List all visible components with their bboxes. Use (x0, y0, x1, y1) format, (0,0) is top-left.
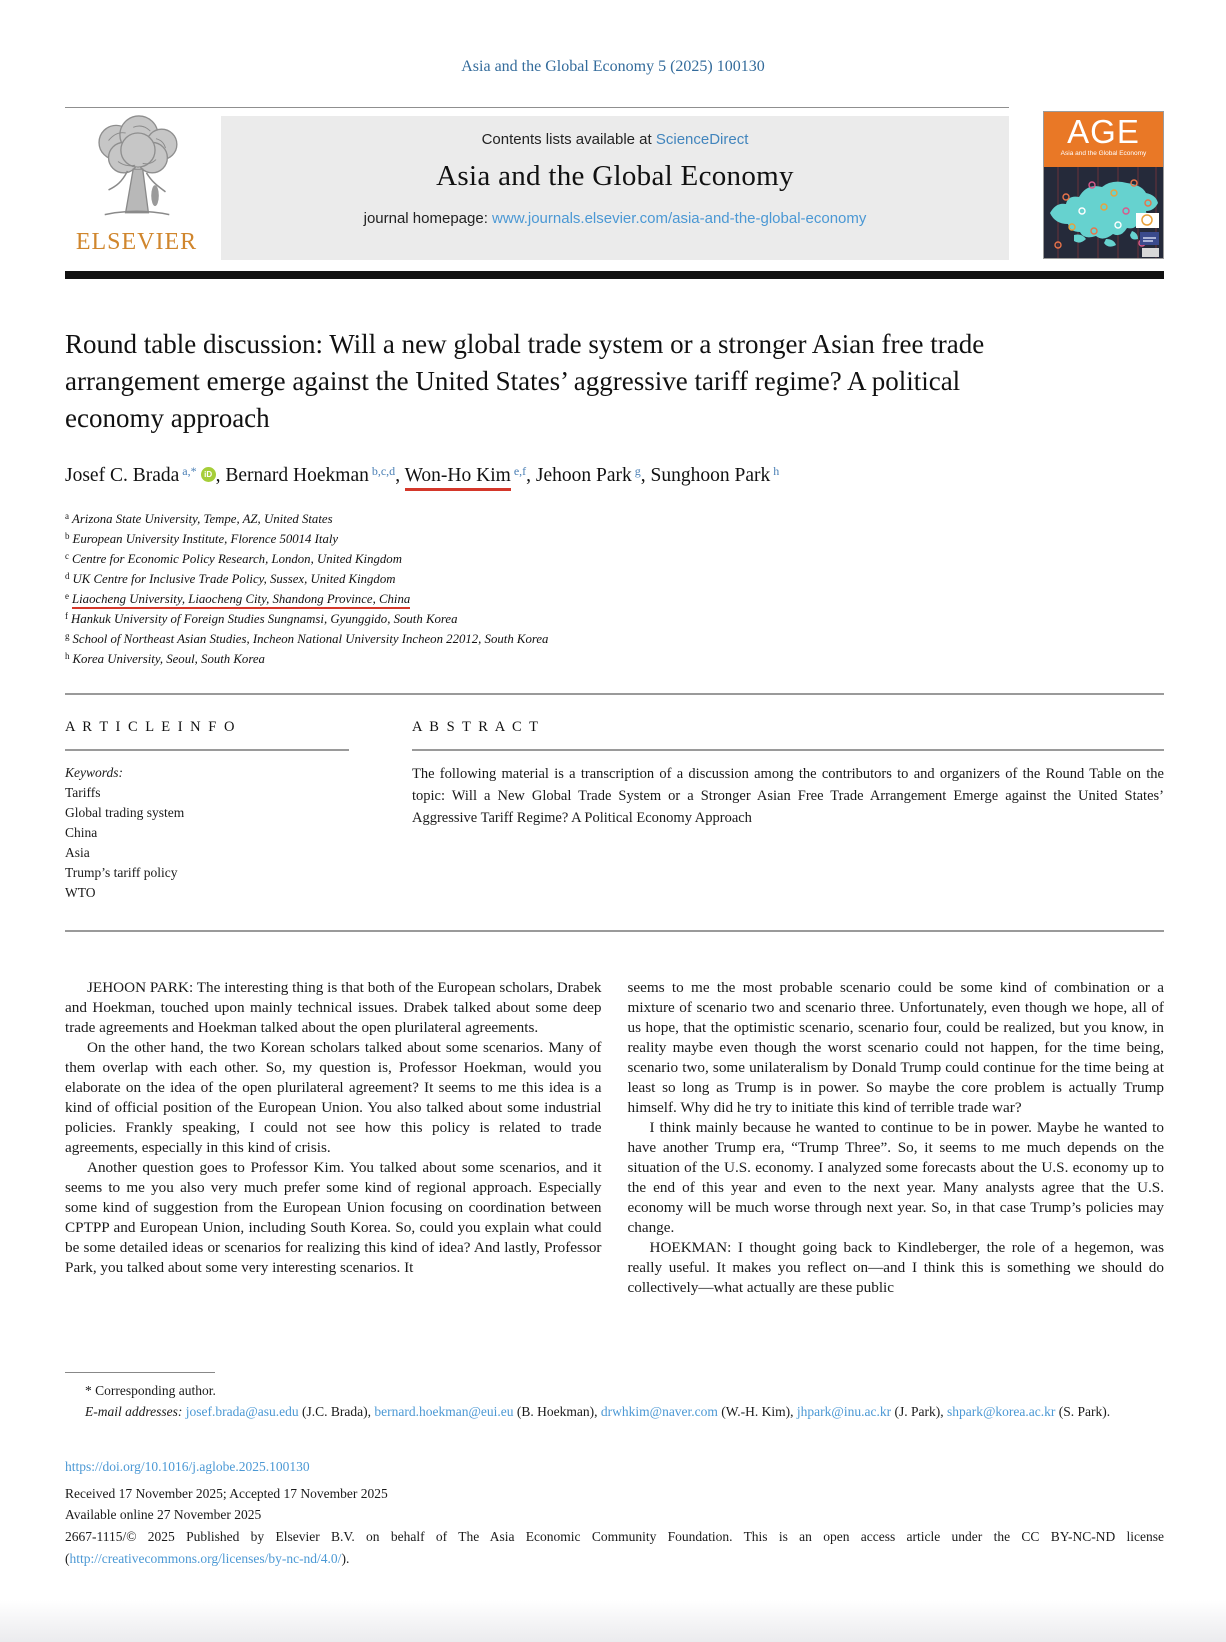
section-rule-top (65, 693, 1164, 695)
corresponding-author-note: * Corresponding author. (85, 1383, 216, 1398)
affiliation-item (65, 608, 1164, 628)
journal-cover-thumbnail[interactable] (1043, 111, 1164, 259)
journal-title: Asia and the Global Economy (436, 160, 794, 192)
author-affiliation-superscript: a,* (182, 464, 197, 478)
elsevier-logo[interactable] (64, 114, 209, 260)
abstract-column (412, 719, 1164, 905)
author-name: Won-Ho Kim (405, 465, 511, 491)
author-name: Jehoon Park (535, 465, 632, 486)
keyword-item: Tariffs (65, 785, 101, 800)
affiliation-text: Centre for Economic Policy Research, London, United Kingdom (72, 552, 402, 566)
footnotes-block (65, 1380, 1164, 1422)
keywords-label: Keywords: (65, 765, 123, 780)
author-name: Sunghoon Park (650, 465, 771, 486)
affiliation-text: UK Centre for Inclusive Trade Policy, Sussex, United Kingdom (72, 572, 396, 586)
author-affiliation-superscript: b,c,d (371, 464, 396, 478)
body-paragraph: I think mainly because he wanted to continue to be in power. Maybe he wanted to have another Trump era, “Trump Three”. So, it seems to me much depends on the situation of the U.S. economy. I analyzed some forecasts about the U.S. economy up to the end of this year and even to the next year. Many analysts agree that the U.S. economy will be much worse through next year. So, in that case Trump’s policies may change. (627, 1119, 1164, 1236)
copyright-text: 2667-1115/© 2025 Published by Elsevier B.V. on behalf of The Asia Economic Community Foundation. This is an open access article under the CC BY-NC-ND license ( (65, 1529, 1164, 1566)
keyword-item: Asia (65, 845, 90, 860)
cover-masthead (1044, 112, 1163, 167)
affiliation-item (65, 528, 1164, 548)
body-paragraph: Another question goes to Professor Kim. You talked about some scenarios, and it seems to me you also very much prefer some kind of regional approach. Especially some kind of suggestion from the European Union focusing on coordination between CPTPP and European Union, including South Korea. So, could you explain what could be some detailed ideas or scenarios for realizing this kind of idea? And lastly, Professor Park, you talked about some very interesting scenarios. It (65, 1159, 602, 1276)
email-link[interactable]: josef.brada@asu.edu (185, 1404, 299, 1419)
affiliation-superscript: e (65, 591, 69, 601)
affiliation-item (65, 568, 1164, 588)
publication-info-block (65, 1456, 1164, 1570)
affiliation-item (65, 588, 1164, 608)
journal-citation: Asia and the Global Economy 5 (2025) 100130 (461, 58, 765, 75)
author-name: Bernard Hoekman (225, 465, 369, 486)
available-online-date: Available online 27 November 2025 (65, 1507, 262, 1522)
email-link[interactable]: shpark@korea.ac.kr (946, 1404, 1056, 1419)
body-column-right (628, 978, 1165, 1298)
asia-map-graphic (1044, 167, 1163, 258)
sciencedirect-link[interactable]: ScienceDirect (655, 131, 749, 148)
affiliation-item (65, 508, 1164, 528)
copyright-notice (65, 1526, 1164, 1570)
email-link[interactable]: jhpark@inu.ac.kr (796, 1404, 892, 1419)
section-rule-bottom (65, 930, 1164, 932)
affiliation-text: Korea University, Seoul, South Korea (72, 652, 265, 666)
body-column-left (65, 978, 602, 1298)
footnote-rule (65, 1372, 215, 1373)
journal-banner (221, 116, 1009, 260)
article-title: Round table discussion: Will a new global trade system or a stronger Asian free trade arrangement emerge against the United States’ aggressive tariff regime? A political economy approach (65, 329, 985, 433)
affiliation-superscript: g (65, 631, 70, 641)
article-info-rule (65, 749, 349, 751)
copyright-close: ). (341, 1551, 350, 1566)
keyword-item: WTO (65, 885, 96, 900)
affiliation-superscript: a (65, 511, 69, 521)
license-link[interactable]: http://creativecommons.org/licenses/by-nc-nd/4.0/ (69, 1551, 342, 1566)
info-abstract-section (65, 719, 1164, 905)
affiliations-list (65, 508, 1164, 668)
article-content (65, 326, 1164, 1298)
keywords-block (65, 763, 349, 903)
body-paragraph: JEHOON PARK: The interesting thing is that both of the European scholars, Drabek and Hoekman, touched upon mainly technical issues. Drabek talked about some deep trade agreements and Hoekman talked about the open plurilateral agreements. (65, 979, 602, 1036)
author-name: Josef C. Brada (65, 465, 180, 486)
keyword-item: Trump’s tariff policy (65, 865, 178, 880)
doi-link[interactable]: https://doi.org/10.1016/j.aglobe.2025.100130 (65, 1459, 310, 1474)
author-affiliation-superscript: h (773, 464, 780, 478)
affiliation-item (65, 548, 1164, 568)
abstract-text: The following material is a transcription of a discussion among the contributors to and organizers of the Round Table on the topic: Will a New Global Trade System or a Stronger Asian Free Trade Arrangement Emerge against the United States’ Aggressive Tariff Regime? A Political Economy Approach (412, 766, 1164, 826)
email-addresses-line: E-mail addresses: josef.brada@asu.edu (J.C. Brada), bernard.hoekman@eui.eu (B. Hoekman), drwhkim@naver.com (W.-H. Kim), jhpark@inu.ac.kr (J. Park), shpark@korea.ac.kr (S. Park). (85, 1404, 1111, 1419)
affiliation-text: Hankuk University of Foreign Studies Sungnamsi, Gyunggido, South Korea (71, 612, 458, 626)
abstract-heading: A B S T R A C T (412, 719, 540, 735)
received-accepted-dates: Received 17 November 2025; Accepted 17 November 2025 (65, 1486, 388, 1501)
homepage-line (221, 210, 1009, 227)
email-link[interactable]: bernard.hoekman@eui.eu (374, 1404, 514, 1419)
affiliation-superscript: d (65, 571, 70, 581)
page-bottom-edge (0, 1600, 1226, 1642)
affiliation-text: Liaocheng University, Liaocheng City, Shandong Province, China (72, 592, 410, 609)
affiliation-item (65, 648, 1164, 668)
journal-homepage-link[interactable]: www.journals.elsevier.com/asia-and-the-global-economy (492, 210, 867, 227)
email-link[interactable]: drwhkim@naver.com (600, 1404, 718, 1419)
keyword-item: China (65, 825, 98, 840)
email-label: E-mail addresses: (85, 1404, 186, 1419)
author-affiliation-superscript: e,f (513, 464, 527, 478)
article-info-column (65, 719, 349, 905)
homepage-label: journal homepage: (363, 210, 493, 227)
keyword-item: Global trading system (65, 805, 185, 820)
affiliation-item (65, 628, 1164, 648)
affiliation-text: Arizona State University, Tempe, AZ, United States (72, 512, 333, 526)
orcid-icon[interactable]: iD (201, 467, 216, 482)
cover-acronym: AGE (1067, 113, 1140, 150)
article-info-heading: A R T I C L E I N F O (65, 719, 237, 735)
elsevier-tree-icon (77, 213, 197, 230)
contents-lists-text: Contents lists available at (481, 131, 656, 148)
header-divider-bar (65, 271, 1164, 279)
cover-subtitle: Asia and the Global Economy (1060, 149, 1147, 157)
affiliation-superscript: c (65, 551, 69, 561)
body-paragraph: On the other hand, the two Korean scholars talked about some scenarios. Many of them overlap with each other. So, my question is, Professor Hoekman, would you elaborate on the idea of the open plurilateral agreement? It seems to me this idea is a kind of official position of the European Union. You also talked about some industrial policies. Frankly speaking, I could not see how this policy is related to trade agreements, especially in this kind of crisis. (65, 1039, 602, 1156)
affiliation-text: European University Institute, Florence 50014 Italy (72, 532, 339, 546)
affiliation-superscript: h (65, 651, 70, 661)
affiliation-text: School of Northeast Asian Studies, Incheon National University Incheon 22012, South Korea (72, 632, 549, 646)
header-rule (65, 107, 1009, 108)
contents-lists-line (221, 131, 1009, 148)
body-text (65, 978, 1164, 1298)
body-paragraph: seems to me the most probable scenario could be some kind of combination or a mixture of scenario two and scenario three. Unfortunately, even though we hope, all of us hope, that the optimistic scenario, scenario four, could be realized, but you know, in reality maybe even though the worst scenario could not happen, for the time being, scenario two, some unilateralism by Donald Trump could continue for the time being at least so long as Trump is in power. So maybe the core problem is actually Trump himself. Why did he try to initiate this kind of terrible trade war? (627, 979, 1164, 1116)
abstract-rule (412, 749, 1164, 751)
affiliation-superscript: b (65, 531, 70, 541)
affiliation-superscript: f (65, 611, 68, 621)
authors-line: Josef C. Brada $^{a,*}$ iD , Bernard Hoekman $^{b,c,d}$, Won-Ho Kim $^{e,f}$, Jehoon Park $^g$, Sunghoon Park $^h$ (65, 464, 1164, 487)
body-paragraph: HOEKMAN: I thought going back to Kindleberger, the role of a hegemon, was really useful. It makes you reflect on—and I think this is something we should do collectively—what actually are these public (627, 1239, 1164, 1296)
keywords-list (65, 783, 349, 903)
author-affiliation-superscript: g (634, 464, 641, 478)
elsevier-wordmark: ELSEVIER (75, 229, 198, 255)
